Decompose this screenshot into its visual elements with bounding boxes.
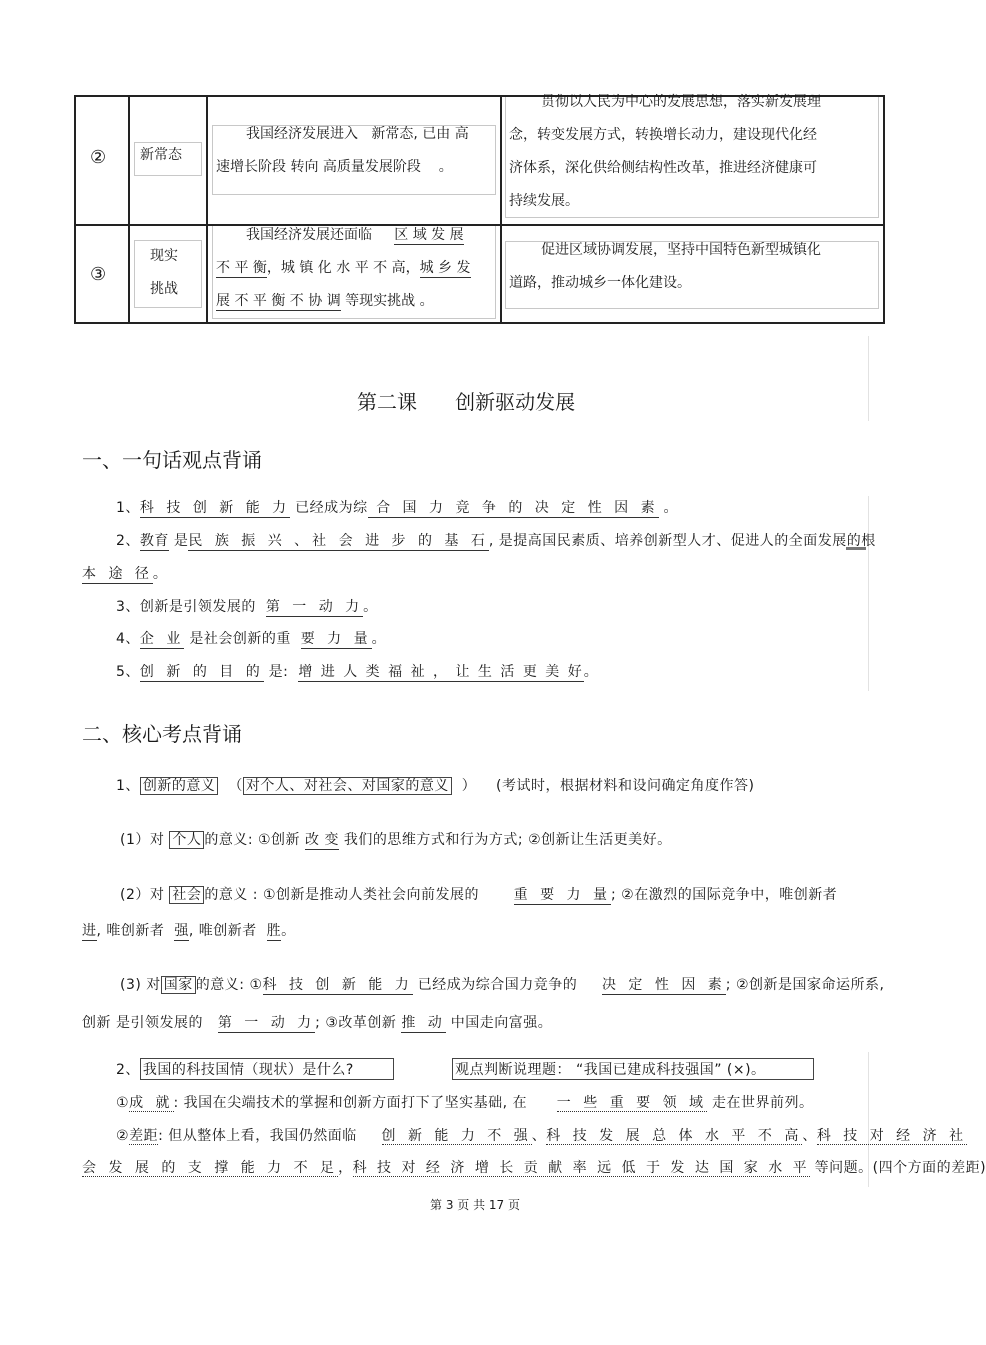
page-rail — [868, 496, 869, 691]
row-number: ③ — [90, 264, 107, 285]
meaning-society: (2）对 社会 的意义 : ①创新是推动人类社会向前发展的 重 要 力 量; ②在激烈的国际竞争中，唯创新者 — [120, 887, 838, 903]
row-label: 现实 挑战 — [150, 248, 178, 297]
achievement-line: ①成 就: 我国在尖端技术的掌握和创新方面打下了坚实基础, 在 一 些 重 要 领 域 走在世界前列。 — [116, 1095, 814, 1111]
section-heading: 一、一句话观点背诵 — [82, 448, 262, 472]
key-point-1: 1、 创新的意义 （ 对个人、对社会、对国家的意义 ） (考试时，根据材料和设问确定角度作答) — [116, 778, 755, 794]
lesson-title: 第二课 创新驱动发展 — [357, 390, 576, 414]
row-measures: 贯彻以人民为中心的发展思想，落实新发展理 念，转变发展方式，转换增长动力，建设现代化经 济体系，深化供给侧结构性改革，推进经济健康可 持续发展。 — [509, 94, 821, 209]
meaning-individual: (1）对 个人 的意义: ①创新 改 变 我们的思维方式和行为方式; ②创新让生活更美好。 — [120, 832, 672, 848]
page-footer: 第 3 页 共 17 页 — [430, 1198, 520, 1212]
row-number: ② — [90, 147, 107, 168]
row-content: 我国经济发展还面临 区 域 发 展 不 平 衡，城 镇 化 水 平 不 高，城 乡 发 展 不 平 衡 不 协 调 等现实挑战 。 — [216, 227, 471, 309]
judgement-question: 观点判断说理题： “我国已建成科技强国” (×)。 — [452, 1058, 814, 1080]
key-point-2: 2、 我国的科技国情（现状）是什么? — [116, 1058, 394, 1080]
viewpoint-item-4: 4、企 业 是社会创新的重 要 力 量。 — [116, 631, 387, 647]
row-label: 新常态 — [140, 147, 182, 163]
gap-line-cont: 会 发 展 的 支 撑 能 力 不 足，科 技 对 经 济 增 长 贡 献 率 远 低 于 发 达 国 家 水 平 等问题。(四个方面的差距) — [82, 1160, 986, 1176]
page-rail — [868, 336, 869, 421]
viewpoint-item-2: 2、教育 是民 族 振 兴 、社 会 进 步 的 基 石, 是提高国民素质、培养创新型人才、促进人的全面发展的根 — [116, 533, 876, 549]
viewpoint-item-2-cont: 本 途 径。 — [82, 566, 168, 582]
meaning-nation: (3) 对 国家 的意义: ①科 技 创 新 能 力 已经成为综合国力竞争的 决 定 性 因 素; ②创新是国家命运所系, — [120, 977, 885, 993]
gap-line: ②差距: 但从整体上看，我国仍然面临 创 新 能 力 不 强、科 技 发 展 总 体 水 平 不 高、科 技 对 经 济 社 — [116, 1128, 968, 1144]
viewpoint-item-1: 1、科 技 创 新 能 力 已经成为综 合 国 力 竞 争 的 决 定 性 因 素 。 — [116, 500, 679, 516]
viewpoint-item-5: 5、创 新 的 目 的 是: 增 进 人 类 福 祉 ， 让 生 活 更 美 好。 — [116, 664, 599, 680]
viewpoint-item-3: 3、创新是引领发展的 第 一 动 力。 — [116, 599, 378, 615]
row-content: 我国经济发展进入 新常态, 已由 高 速增长阶段 转向 高质量发展阶段 。 — [216, 126, 469, 175]
section-heading: 二、核心考点背诵 — [82, 722, 242, 746]
meaning-society-cont: 进, 唯创新者 强, 唯创新者 胜。 — [82, 923, 296, 939]
meaning-nation-cont: 创新 是引领发展的 第 一 动 力; ③改革创新 推 动 中国走向富强。 — [82, 1015, 553, 1031]
row-measures: 促进区域协调发展，坚持中国特色新型城镇化 道路，推动城乡一体化建设。 — [509, 242, 821, 291]
